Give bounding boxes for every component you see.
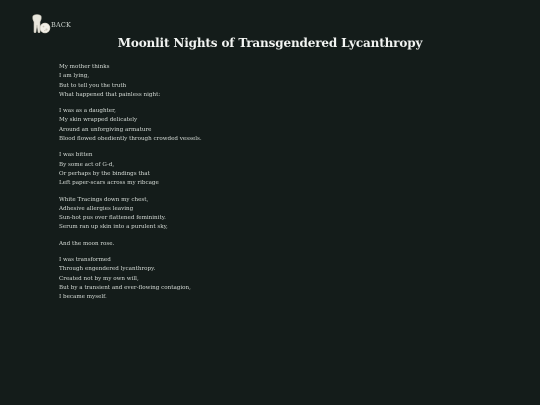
poem-line: But by a transient and ever-flowing contagion, bbox=[59, 284, 191, 291]
poem-line: Created not by my own will, bbox=[59, 275, 139, 282]
poem-line: By some act of G-d, bbox=[59, 161, 115, 168]
stanza bbox=[59, 63, 359, 100]
poem-line: But to tell you the truth bbox=[59, 82, 127, 89]
tooth-moon-icon bbox=[29, 13, 51, 35]
poem-line: Blood flowed obediently through crowded vessels. bbox=[59, 136, 202, 143]
back-link[interactable] bbox=[29, 13, 71, 35]
poem-line: And the moon rose. bbox=[59, 240, 115, 247]
poem-line: I was transformed bbox=[59, 257, 111, 264]
stanza bbox=[59, 240, 359, 249]
poem-line: I was as a daughter, bbox=[59, 108, 116, 115]
poem-line: Through engendered lycanthropy. bbox=[59, 266, 156, 273]
poem-line: Serum ran up skin into a purulent sky, bbox=[59, 224, 168, 231]
stanza bbox=[59, 256, 359, 302]
poem-line: Left paper-scars across my ribcage bbox=[59, 180, 159, 187]
poem-line: Sun-hot pus over flattened femininity. bbox=[59, 215, 166, 222]
poem-line: I am lying, bbox=[59, 73, 90, 80]
poem-line: I was bitten bbox=[59, 152, 93, 159]
page-title: Moonlit Nights of Transgendered Lycanthropy bbox=[117, 36, 423, 50]
back-label: BACK bbox=[51, 21, 72, 29]
poem-line: Adhesive allergies leaving bbox=[59, 205, 134, 212]
poem-line: I became myself. bbox=[59, 294, 107, 301]
poem-line: What happened that painless night: bbox=[59, 91, 161, 98]
poem-body bbox=[59, 63, 359, 310]
stanza bbox=[59, 151, 359, 188]
poem-line: My mother thinks bbox=[59, 64, 110, 70]
stanza bbox=[59, 196, 359, 233]
poem-line: Around an unforgiving armature bbox=[59, 126, 152, 133]
poem-line: My skin wrapped delicately bbox=[59, 117, 138, 124]
stanza bbox=[59, 107, 359, 144]
poem-line: Or perhaps by the bindings that bbox=[59, 170, 150, 177]
poem-line: White Tracings down my chest, bbox=[59, 196, 149, 203]
